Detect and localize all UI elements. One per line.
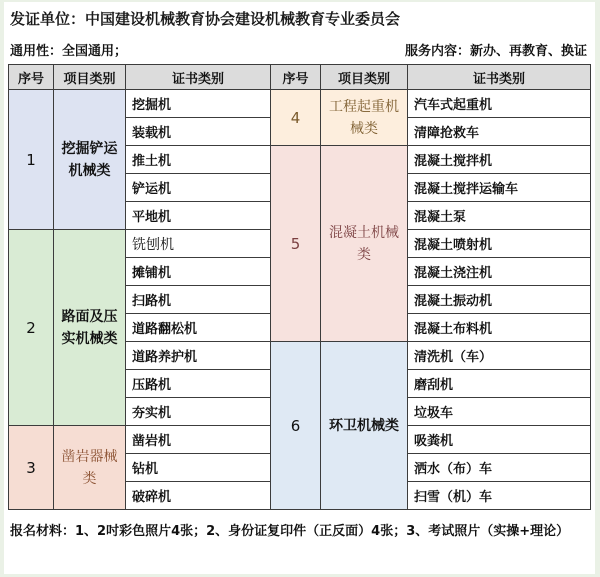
cert-cell: 混凝土泵 [408,202,591,230]
cert-cell: 混凝土搅拌机 [408,146,591,174]
cert-cell: 夯实机 [126,398,271,426]
col-header-seq: 序号 [271,65,321,90]
cert-cell: 吸粪机 [408,426,591,454]
cert-cell: 凿岩机 [126,426,271,454]
cert-cell: 混凝土浇注机 [408,258,591,286]
certificate-table [8,64,591,510]
group-seq: 5 [271,146,321,342]
cert-cell: 钻机 [126,454,271,482]
cert-cell: 平地机 [126,202,271,230]
col-header-cert: 证书类别 [408,65,591,90]
group-seq: 2 [9,230,54,426]
group-seq: 4 [271,90,321,146]
cert-cell: 汽车式起重机 [408,90,591,118]
cert-cell: 清洗机（车） [408,342,591,370]
certificate-sheet [4,2,595,574]
cert-cell: 清障抢救车 [408,118,591,146]
cert-cell: 铲运机 [126,174,271,202]
col-header-category: 项目类别 [54,65,126,90]
table-row [9,90,591,118]
cert-cell: 压路机 [126,370,271,398]
cert-cell: 装载机 [126,118,271,146]
cert-cell: 道路翻松机 [126,314,271,342]
group-category: 路面及压实机械类 [54,230,126,426]
cert-cell: 扫雪（机）车 [408,482,591,510]
group-seq: 3 [9,426,54,510]
cert-cell: 推土机 [126,146,271,174]
cert-cell: 挖掘机 [126,90,271,118]
materials-note: 报名材料：1、2吋彩色照片4张；2、身份证复印件（正反面）4张；3、考试照片（实操+理论） [10,524,570,539]
services-text: 服务内容：新办、再教育、换证 [404,44,587,59]
issuer-title: 发证单位：中国建设机械教育协会建设机械教育专业委员会 [10,10,401,28]
scope-text: 通用性：全国通用； [10,44,128,59]
col-header-category: 项目类别 [321,65,408,90]
cert-cell: 铣刨机 [126,230,271,258]
cert-cell: 破碎机 [126,482,271,510]
cert-cell: 垃圾车 [408,398,591,426]
group-category: 凿岩器械类 [54,426,126,510]
group-category: 混凝土机械类 [321,146,408,342]
col-header-cert: 证书类别 [126,65,271,90]
cert-cell: 混凝土喷射机 [408,230,591,258]
table-header-row [9,65,591,90]
cert-cell: 混凝土振动机 [408,286,591,314]
cert-cell: 磨刮机 [408,370,591,398]
cert-cell: 洒水（布）车 [408,454,591,482]
group-category: 环卫机械类 [321,342,408,510]
cert-cell: 摊铺机 [126,258,271,286]
cert-cell: 扫路机 [126,286,271,314]
col-header-seq: 序号 [9,65,54,90]
cert-cell: 混凝土搅拌运输车 [408,174,591,202]
group-category: 工程起重机械类 [321,90,408,146]
cert-cell: 混凝土布料机 [408,314,591,342]
cert-cell: 道路养护机 [126,342,271,370]
group-category: 挖掘铲运机械类 [54,90,126,230]
group-seq: 1 [9,90,54,230]
group-seq: 6 [271,342,321,510]
